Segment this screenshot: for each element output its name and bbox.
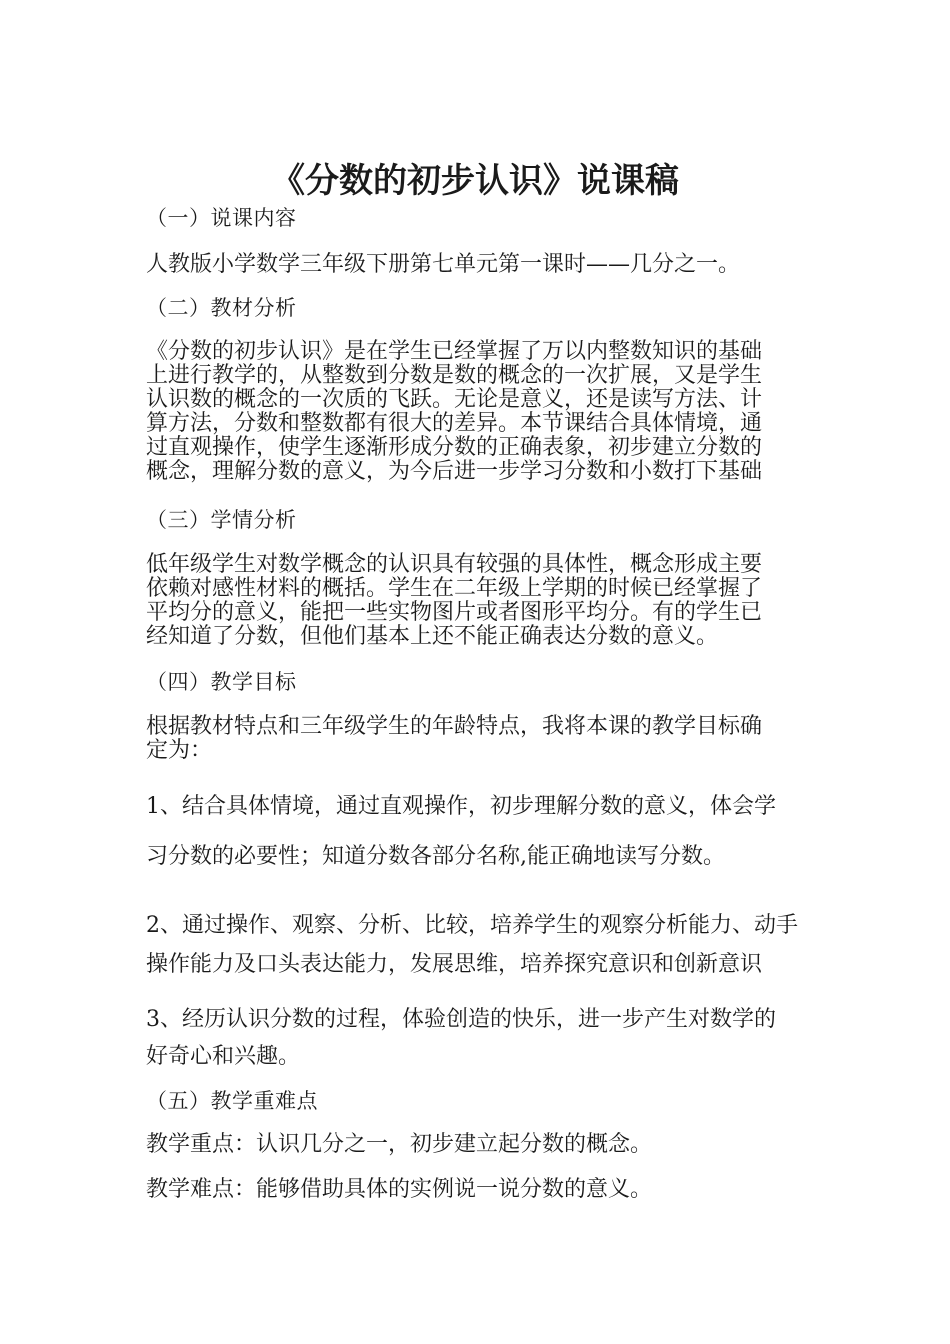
paragraph-line: 概念，理解分数的意义，为今后进一步学习分数和小数打下基础 bbox=[146, 459, 763, 484]
section-heading-objectives: （四）教学目标 bbox=[146, 670, 297, 694]
objective-item-2-cont: 操作能力及口头表达能力，发展思维，培养探究意识和创新意识 bbox=[146, 952, 763, 977]
objective-item-2: 2、通过操作、观察、分析、比较，培养学生的观察分析能力、动手 bbox=[146, 913, 798, 938]
objective-item-3: 3、经历认识分数的过程，体验创造的快乐，进一步产生对数学的 bbox=[146, 1007, 776, 1032]
paragraph-line: 过直观操作，使学生逐渐形成分数的正确表象，初步建立分数的 bbox=[146, 435, 763, 460]
section-heading-students: （三）学情分析 bbox=[146, 508, 297, 532]
paragraph-line: 《分数的初步认识》是在学生已经掌握了万以内整数知识的基础 bbox=[146, 339, 763, 364]
paragraph-line: 平均分的意义，能把一些实物图片或者图形平均分。有的学生已 bbox=[146, 600, 763, 625]
paragraph-line: 算方法，分数和整数都有很大的差异。本节课结合具体情境，通 bbox=[146, 411, 763, 436]
section-heading-content: （一）说课内容 bbox=[146, 206, 297, 230]
document-title: 《分数的初步认识》说课稿 bbox=[271, 161, 679, 201]
paragraph-line: 经知道了分数，但他们基本上还不能正确表达分数的意义。 bbox=[146, 624, 719, 649]
paragraph-line: 根据教材特点和三年级学生的年龄特点，我将本课的教学目标确 bbox=[146, 714, 763, 739]
key-point-line: 教学重点：认识几分之一，初步建立起分数的概念。 bbox=[146, 1132, 653, 1157]
paragraph-line: 上进行教学的，从整数到分数是数的概念的一次扩展，又是学生 bbox=[146, 363, 763, 388]
textbook-analysis-paragraph bbox=[146, 340, 811, 484]
section-heading-keypoints: （五）教学重难点 bbox=[146, 1089, 318, 1113]
paragraph-line: 依赖对感性材料的概括。学生在二年级上学期的时候已经掌握了 bbox=[146, 576, 763, 601]
objectives-intro bbox=[146, 715, 811, 763]
paragraph-line: 认识数的概念的一次质的飞跃。无论是意义，还是读写方法、计 bbox=[146, 387, 763, 412]
section-heading-textbook: （二）教材分析 bbox=[146, 296, 297, 320]
paragraph-line: 定为： bbox=[146, 738, 213, 763]
content-line: 人教版小学数学三年级下册第七单元第一课时——几分之一。 bbox=[146, 252, 741, 277]
objective-item-1: 1、结合具体情境，通过直观操作，初步理解分数的意义，体会学 bbox=[146, 794, 776, 819]
student-analysis-paragraph bbox=[146, 553, 811, 649]
paragraph-line: 低年级学生对数学概念的认识具有较强的具体性，概念形成主要 bbox=[146, 552, 763, 577]
difficulty-line: 教学难点：能够借助具体的实例说一说分数的意义。 bbox=[146, 1177, 653, 1202]
objective-item-3-cont: 好奇心和兴趣。 bbox=[146, 1044, 301, 1069]
objective-item-1-cont: 习分数的必要性；知道分数各部分名称,能正确地读写分数。 bbox=[146, 844, 725, 869]
